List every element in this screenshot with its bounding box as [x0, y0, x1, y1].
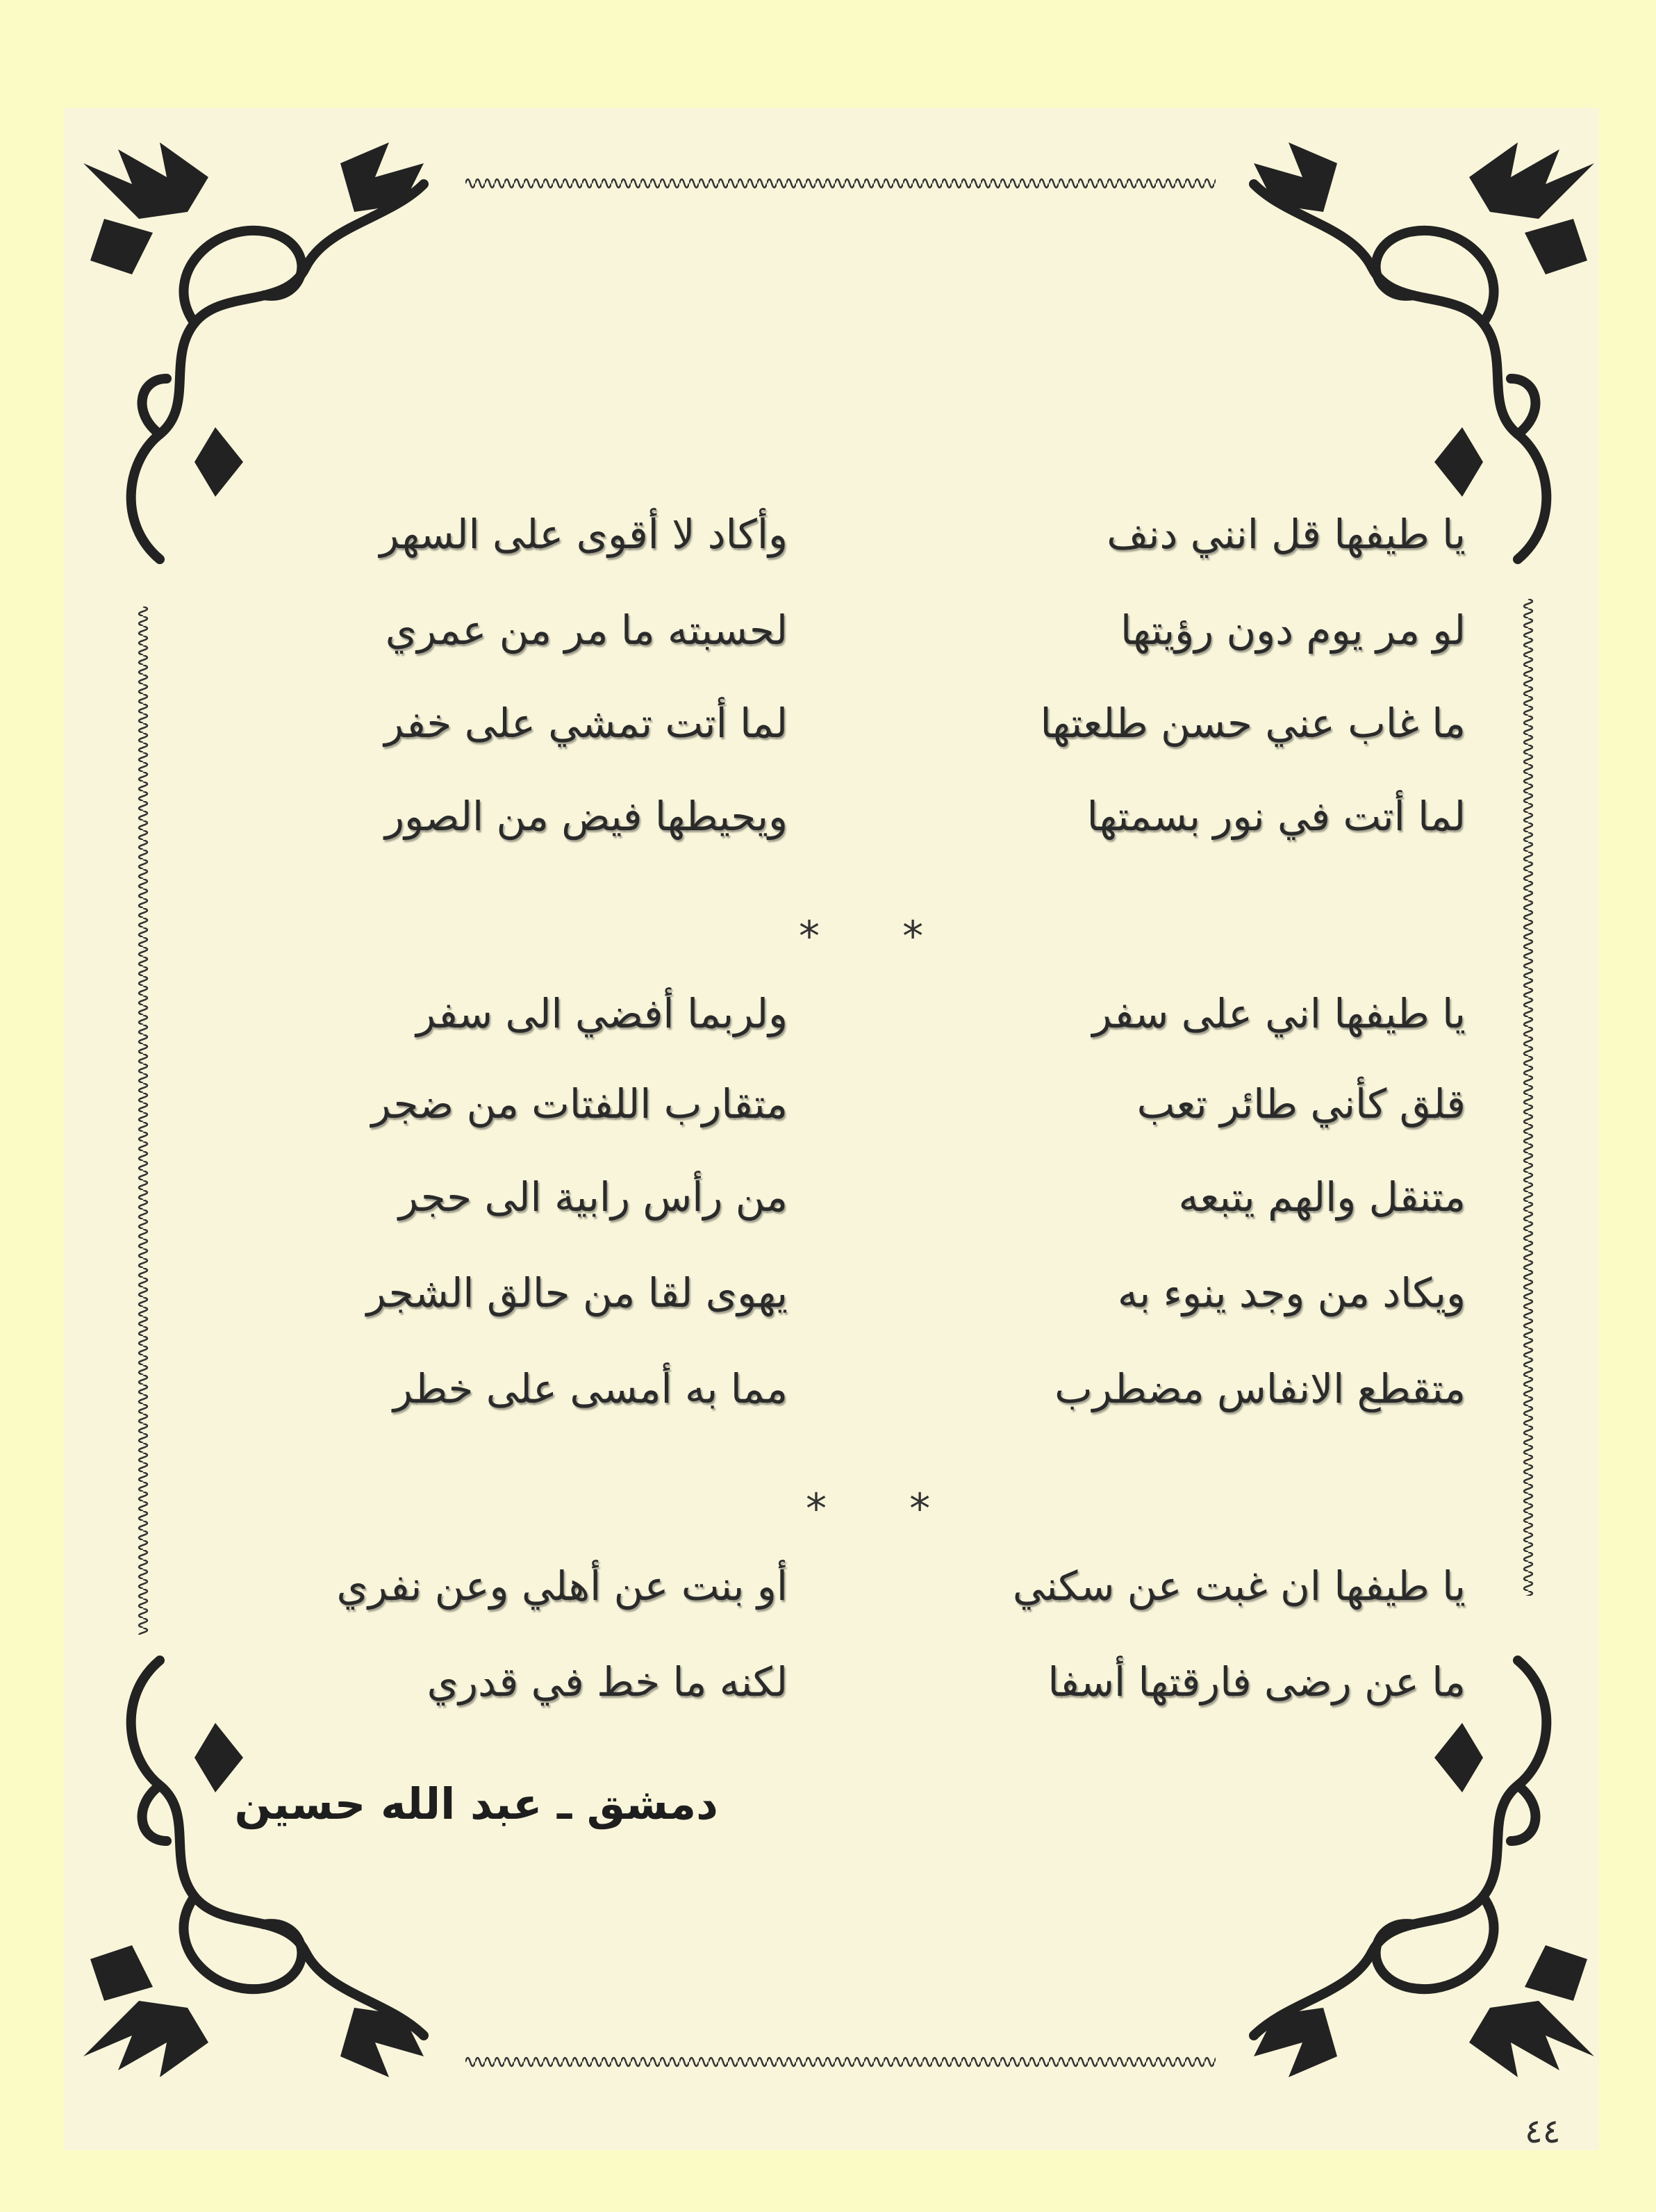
verse-first-hemistich: ما غاب عني حسن طلعتها: [1040, 700, 1466, 747]
right-wavy-border: [1523, 599, 1539, 1596]
top-wavy-border: [465, 172, 1216, 189]
verse-first-hemistich: متنقل والهم يتبعه: [1178, 1173, 1466, 1221]
verse-second-hemistich: مما به أمسى على خطر: [392, 1365, 788, 1412]
left-wavy-border: [138, 606, 154, 1635]
verse-first-hemistich: لما أتت في نور بسمتها: [1086, 793, 1466, 840]
bottom-wavy-border: [465, 2051, 1216, 2067]
top-right-ornament-icon: [1212, 135, 1601, 566]
stanza-separator: * *: [799, 912, 959, 961]
verse-second-hemistich: ولربما أفضي الى سفر: [416, 990, 788, 1037]
verse-second-hemistich: وأكاد لا أقوى على السهر: [379, 511, 788, 558]
verse-first-hemistich: متقطع الانفاس مضطرب: [1054, 1365, 1466, 1412]
author-signature: دمشق ـ عبد الله حسين: [234, 1778, 718, 1829]
verse-first-hemistich: يا طيفها ان غبت عن سكني: [1012, 1562, 1466, 1610]
verse-second-hemistich: متقارب اللفتات من ضجر: [371, 1080, 788, 1128]
verse-second-hemistich: ويحيطها فيض من الصور: [385, 793, 788, 840]
verse-first-hemistich: ويكاد من وجد ينوء به: [1117, 1269, 1466, 1317]
verse-second-hemistich: يهوى لقا من حالق الشجر: [366, 1269, 788, 1317]
verse-first-hemistich: قلق كأني طائر تعب: [1136, 1080, 1466, 1128]
verse-second-hemistich: من رأس رابية الى حجر: [398, 1173, 788, 1221]
verse-second-hemistich: لحسبته ما مر من عمري: [385, 606, 788, 654]
verse-first-hemistich: ما عن رضى فارقتها أسفا: [1048, 1658, 1466, 1706]
top-left-ornament-icon: [76, 135, 465, 566]
bottom-right-ornament-icon: [1212, 1653, 1601, 2084]
verse-second-hemistich: أو بنت عن أهلي وعن نفري: [336, 1562, 788, 1610]
verse-first-hemistich: يا طيفها اني على سفر: [1092, 990, 1466, 1037]
bottom-left-ornament-icon: [76, 1653, 465, 2084]
verse-first-hemistich: لو مر يوم دون رؤيتها: [1120, 606, 1466, 654]
stanza-separator: * *: [806, 1485, 966, 1533]
verse-second-hemistich: لكنه ما خط في قدري: [427, 1658, 788, 1706]
verse-first-hemistich: يا طيفها قل انني دنف: [1107, 511, 1466, 558]
verse-second-hemistich: لما أتت تمشي على خفر: [384, 700, 788, 747]
page-number: ٤٤: [1525, 2112, 1561, 2151]
